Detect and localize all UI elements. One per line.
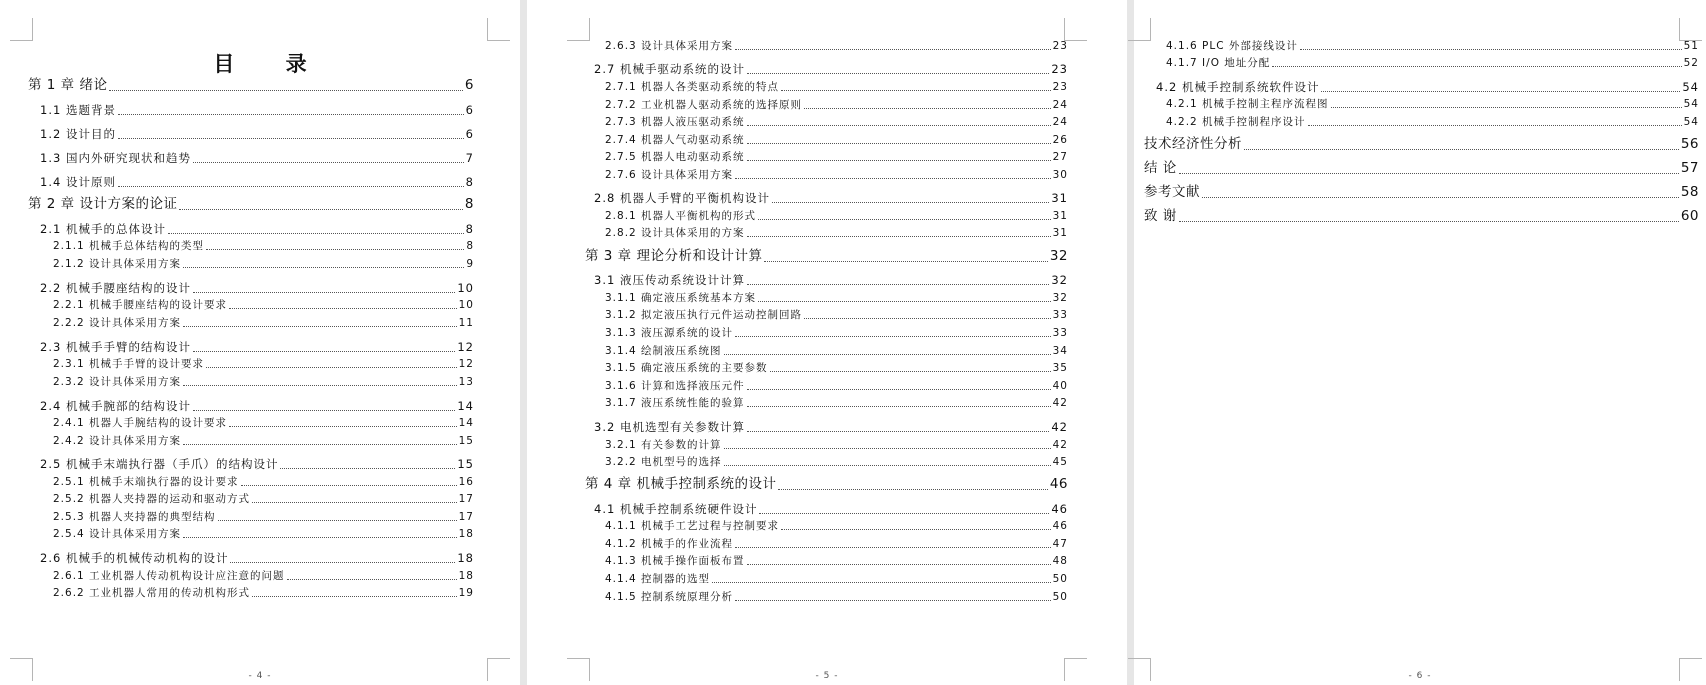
toc-entry-page-number: 42 <box>1051 420 1068 434</box>
dot-leader <box>781 88 1051 91</box>
toc-entry-page-number: 8 <box>464 196 474 212</box>
dot-leader <box>804 316 1051 319</box>
toc-entry-title: 2.8.1 机器人平衡机构的形式 <box>605 210 757 222</box>
toc-entry-page-number: 32 <box>1051 273 1068 287</box>
toc-entry-page-number: 33 <box>1052 327 1068 339</box>
crop-mark-top-left <box>1128 18 1151 41</box>
toc-entry[interactable] <box>28 79 474 93</box>
toc-entry-page-number: 46 <box>1049 476 1068 492</box>
toc-entry[interactable] <box>1166 117 1699 128</box>
toc-entry-page-number: 8 <box>465 222 474 236</box>
toc-entry[interactable] <box>40 153 474 165</box>
toc-entry[interactable] <box>585 478 1068 492</box>
toc-entry-title: 2.5.4 设计具体采用方案 <box>53 528 182 540</box>
toc-entry-title: 1.4 设计原则 <box>40 175 116 189</box>
toc-entry-page-number: 42 <box>1052 397 1068 409</box>
toc-entry[interactable] <box>40 105 474 117</box>
dot-leader <box>747 123 1051 126</box>
dot-leader <box>183 265 464 268</box>
toc-entry-title: 致 谢 <box>1144 208 1177 224</box>
toc-entry-page-number: 54 <box>1682 80 1699 94</box>
dot-leader <box>747 141 1051 144</box>
toc-entry-page-number: 18 <box>457 551 474 565</box>
dot-leader <box>747 387 1051 390</box>
toc-entry-page-number: 32 <box>1052 292 1068 304</box>
toc-entry-title: 4.2.2 机械手控制程序设计 <box>1166 116 1306 128</box>
toc-entry[interactable] <box>53 359 474 370</box>
toc-entry[interactable] <box>605 228 1068 239</box>
toc-entry[interactable] <box>605 381 1068 392</box>
toc-entry-page-number: 23 <box>1051 62 1068 76</box>
toc-entry[interactable] <box>40 224 474 236</box>
dot-leader <box>241 483 457 486</box>
toc-entry[interactable] <box>40 342 474 354</box>
dot-leader <box>252 594 457 597</box>
toc-entry-page-number: 6 <box>464 77 474 93</box>
toc-entry[interactable] <box>40 177 474 189</box>
toc-entry[interactable] <box>1166 41 1699 52</box>
dot-leader <box>735 598 1051 601</box>
dot-leader <box>724 446 1051 449</box>
toc-entry-title: 3.1.5 确定液压系统的主要参数 <box>605 362 768 374</box>
toc-entry-title: 3.2 电机选型有关参数计算 <box>594 420 745 434</box>
dot-leader <box>747 158 1051 161</box>
toc-entry-title: 2.5.2 机器人夹持器的运动和驱动方式 <box>53 493 251 505</box>
toc-entry-page-number: 50 <box>1052 591 1068 603</box>
dot-leader <box>747 562 1051 565</box>
crop-mark-top-left <box>10 18 33 41</box>
toc-entry-title: 3.1.2 拟定液压执行元件运动控制回路 <box>605 309 803 321</box>
toc-entry-page-number: 24 <box>1052 116 1068 128</box>
toc-entry-title: 第 3 章 理论分析和设计计算 <box>585 248 763 264</box>
dot-leader <box>193 160 464 163</box>
toc-entry-title: 结 论 <box>1144 160 1177 176</box>
toc-entry-title: 2.1.1 机械手总体结构的类型 <box>53 240 205 252</box>
toc-entry-title: 3.1 液压传动系统设计计算 <box>594 273 745 287</box>
toc-entry-page-number: 46 <box>1052 520 1068 532</box>
toc-entry[interactable] <box>53 477 474 488</box>
toc-entry-page-number: 24 <box>1052 99 1068 111</box>
toc-entry-title: 3.1.6 计算和选择液压元件 <box>605 380 745 392</box>
toc-entry[interactable] <box>53 318 474 329</box>
toc-entry-title: 3.2.1 有关参数的计算 <box>605 439 722 451</box>
toc-entry-page-number: 42 <box>1052 439 1068 451</box>
toc-entry-title: 4.1.6 PLC 外部接线设计 <box>1166 40 1298 52</box>
toc-entry[interactable] <box>605 152 1068 163</box>
toc-entry-page-number: 26 <box>1052 134 1068 146</box>
toc-entry-title: 2.7.4 机器人气动驱动系统 <box>605 134 745 146</box>
toc-entry-title: 技术经济性分析 <box>1144 136 1242 152</box>
dot-leader <box>735 334 1051 337</box>
toc-entry[interactable] <box>1156 82 1699 94</box>
dot-leader <box>1244 147 1679 150</box>
dot-leader <box>724 352 1051 355</box>
dot-leader <box>1202 195 1679 198</box>
toc-entry-page-number: 6 <box>465 103 474 117</box>
toc-entry[interactable] <box>53 571 474 582</box>
dot-leader <box>118 136 464 139</box>
toc-entry-page-number: 54 <box>1683 116 1699 128</box>
dot-leader <box>230 560 455 563</box>
toc-entry-page-number: 8 <box>466 240 474 252</box>
dot-leader <box>747 429 1049 432</box>
toc-entry-page-number: 31 <box>1052 227 1068 239</box>
toc-entry-title: 2.5.1 机械手末端执行器的设计要求 <box>53 476 239 488</box>
toc-entry-page-number: 10 <box>457 281 474 295</box>
toc-entry[interactable] <box>40 553 474 565</box>
toc-entry-page-number: 40 <box>1052 380 1068 392</box>
dot-leader <box>747 404 1051 407</box>
toc-entry[interactable] <box>53 436 474 447</box>
toc-entry-title: 2.7.3 机器人液压驱动系统 <box>605 116 745 128</box>
toc-entry[interactable] <box>605 82 1068 93</box>
toc-entry[interactable] <box>28 198 474 212</box>
toc-entry-page-number: 56 <box>1680 136 1699 152</box>
toc-entry-title: 4.2.1 机械手控制主程序流程图 <box>1166 98 1329 110</box>
toc-entry-title: 2.3 机械手手臂的结构设计 <box>40 340 191 354</box>
toc-entry-page-number: 7 <box>465 151 474 165</box>
toc-entry-page-number: 13 <box>458 376 474 388</box>
dot-leader <box>280 466 455 469</box>
dot-leader <box>179 207 462 210</box>
toc-entry-page-number: 34 <box>1052 345 1068 357</box>
toc-entry[interactable] <box>605 457 1068 468</box>
dot-leader <box>781 527 1051 530</box>
dot-leader <box>168 231 464 234</box>
toc-entry-page-number: 50 <box>1052 573 1068 585</box>
dot-leader <box>758 299 1051 302</box>
toc-entry-page-number: 17 <box>458 511 474 523</box>
dot-leader <box>1300 47 1682 50</box>
toc-entry-page-number: 10 <box>458 299 474 311</box>
dot-leader <box>118 184 464 187</box>
toc-entry-title: 3.2.2 电机型号的选择 <box>605 456 722 468</box>
toc-entry[interactable] <box>53 300 474 311</box>
toc-entry-title: 3.1.3 液压源系统的设计 <box>605 327 734 339</box>
dot-leader <box>206 247 464 250</box>
toc-entry-page-number: 52 <box>1683 57 1699 69</box>
toc-entry[interactable] <box>1144 162 1699 176</box>
toc-entry-title: 2.3.2 设计具体采用方案 <box>53 376 182 388</box>
toc-entry-title: 2.1 机械手的总体设计 <box>40 222 166 236</box>
toc-entry[interactable] <box>605 170 1068 181</box>
toc-entry-page-number: 8 <box>465 175 474 189</box>
toc-entry-title: 参考文献 <box>1144 184 1200 200</box>
toc-entry-title: 2.2.1 机械手腰座结构的设计要求 <box>53 299 228 311</box>
dot-leader <box>252 500 457 503</box>
dot-leader <box>778 487 1047 490</box>
page-number: - 5 - <box>815 671 839 681</box>
toc-entry-title: 2.6.2 工业机器人常用的传动机构形式 <box>53 587 251 599</box>
toc-entry-page-number: 31 <box>1052 210 1068 222</box>
toc-entry-title: 2.4.2 设计具体采用方案 <box>53 435 182 447</box>
dot-leader <box>759 511 1049 514</box>
toc-entry-title: 2.7 机械手驱动系统的设计 <box>594 62 745 76</box>
toc-entry[interactable] <box>1166 58 1699 69</box>
toc-entry-page-number: 30 <box>1052 169 1068 181</box>
toc-entry-page-number: 23 <box>1052 81 1068 93</box>
toc-entry-title: 2.6 机械手的机械传动机构的设计 <box>40 551 229 565</box>
toc-entry-title: 2.1.2 设计具体采用方案 <box>53 258 182 270</box>
toc-entry[interactable] <box>594 64 1068 76</box>
dot-leader <box>229 306 457 309</box>
toc-entry[interactable] <box>605 100 1068 111</box>
toc-entry[interactable] <box>53 529 474 540</box>
toc-entry-page-number: 31 <box>1051 191 1068 205</box>
toc-entry[interactable] <box>605 363 1068 374</box>
toc-entry-title: 4.1.2 机械手的作业流程 <box>605 538 734 550</box>
toc-entry-page-number: 57 <box>1680 160 1699 176</box>
page-number: - 4 - <box>248 671 272 681</box>
toc-entry-page-number: 15 <box>458 435 474 447</box>
toc-entry-page-number: 60 <box>1680 208 1699 224</box>
dot-leader <box>1321 89 1680 92</box>
document-page-4 <box>0 0 520 685</box>
toc-entry[interactable] <box>53 494 474 505</box>
toc-entry-title: 1.2 设计目的 <box>40 127 116 141</box>
toc-entry[interactable] <box>1144 138 1699 152</box>
toc-entry[interactable] <box>1144 186 1699 200</box>
toc-entry-page-number: 19 <box>458 587 474 599</box>
toc-entry-title: 2.4 机械手腕部的结构设计 <box>40 399 191 413</box>
toc-entry-title: 2.8.2 设计具体采用的方案 <box>605 227 745 239</box>
toc-entry[interactable] <box>605 398 1068 409</box>
toc-entry-title: 4.1.1 机械手工艺过程与控制要求 <box>605 520 780 532</box>
dot-leader <box>772 200 1049 203</box>
toc-entry-title: 4.1.7 I/O 地址分配 <box>1166 57 1271 69</box>
toc-entry-page-number: 18 <box>458 570 474 582</box>
toc-entry-page-number: 12 <box>458 358 474 370</box>
toc-entry[interactable] <box>40 459 474 471</box>
toc-entry[interactable] <box>53 259 474 270</box>
toc-entry-title: 2.7.1 机器人各类驱动系统的特点 <box>605 81 780 93</box>
toc-entry[interactable] <box>585 250 1068 264</box>
dot-leader <box>1179 171 1679 174</box>
dot-leader <box>747 282 1049 285</box>
toc-entry-title: 2.5.3 机器人夹持器的典型结构 <box>53 511 216 523</box>
toc-entry-page-number: 46 <box>1051 502 1068 516</box>
toc-entry[interactable] <box>605 211 1068 222</box>
dot-leader <box>1331 105 1682 108</box>
toc-entry[interactable] <box>605 521 1068 532</box>
dot-leader <box>747 234 1051 237</box>
dot-leader <box>229 424 457 427</box>
toc-entry[interactable] <box>605 328 1068 339</box>
toc-entry[interactable] <box>605 117 1068 128</box>
toc-entry-page-number: 58 <box>1680 184 1699 200</box>
toc-entry[interactable] <box>53 512 474 523</box>
toc-entry-page-number: 47 <box>1052 538 1068 550</box>
dot-leader <box>287 577 457 580</box>
toc-entry-title: 2.5 机械手末端执行器（手爪）的结构设计 <box>40 457 279 471</box>
toc-entry-title: 2.6.1 工业机器人传动机构设计应注意的问题 <box>53 570 285 582</box>
crop-mark-top-right <box>1679 18 1702 41</box>
toc-entry[interactable] <box>605 346 1068 357</box>
toc-entry-title: 2.2.2 设计具体采用方案 <box>53 317 182 329</box>
toc-entry[interactable] <box>605 293 1068 304</box>
toc-entry-title: 4.1.5 控制系统原理分析 <box>605 591 734 603</box>
toc-entry[interactable] <box>594 193 1068 205</box>
toc-entry-title: 第 2 章 设计方案的论证 <box>28 196 178 212</box>
dot-leader <box>770 369 1051 372</box>
toc-entry-title: 1.3 国内外研究现状和趋势 <box>40 151 191 165</box>
toc-entry[interactable] <box>605 440 1068 451</box>
dot-leader <box>183 535 457 538</box>
toc-entry-title: 4.1 机械手控制系统硬件设计 <box>594 502 758 516</box>
crop-mark-top-left <box>567 18 590 41</box>
toc-entry-page-number: 17 <box>458 493 474 505</box>
toc-entry-title: 4.1.4 控制器的选型 <box>605 573 711 585</box>
toc-title: 目 录 <box>213 51 329 76</box>
toc-entry[interactable] <box>605 41 1068 52</box>
toc-entry-title: 3.1.7 液压系统性能的验算 <box>605 397 745 409</box>
toc-entry-title: 2.8 机器人手臂的平衡机构设计 <box>594 191 770 205</box>
toc-entry-title: 2.7.5 机器人电动驱动系统 <box>605 151 745 163</box>
toc-entry[interactable] <box>53 241 474 252</box>
toc-entry[interactable] <box>605 592 1068 603</box>
toc-entry-page-number: 27 <box>1052 151 1068 163</box>
toc-entry-title: 3.1.4 绘制液压系统图 <box>605 345 722 357</box>
toc-entry[interactable] <box>605 574 1068 585</box>
dot-leader <box>804 106 1051 109</box>
toc-entry[interactable] <box>40 129 474 141</box>
toc-entry-title: 1.1 选题背景 <box>40 103 116 117</box>
dot-leader <box>735 545 1051 548</box>
dot-leader <box>183 383 457 386</box>
toc-entry[interactable] <box>1166 99 1699 110</box>
toc-entry-title: 2.7.6 设计具体采用方案 <box>605 169 734 181</box>
toc-entry-page-number: 6 <box>465 127 474 141</box>
toc-entry-page-number: 14 <box>458 417 474 429</box>
toc-entry-page-number: 14 <box>457 399 474 413</box>
dot-leader <box>764 259 1047 262</box>
toc-entry-page-number: 32 <box>1049 248 1068 264</box>
dot-leader <box>735 176 1051 179</box>
toc-entry-title: 4.2 机械手控制系统软件设计 <box>1156 80 1320 94</box>
dot-leader <box>183 324 457 327</box>
page-number: - 6 - <box>1408 671 1432 681</box>
dot-leader <box>183 442 457 445</box>
toc-entry[interactable] <box>605 310 1068 321</box>
toc-entry-page-number: 35 <box>1052 362 1068 374</box>
toc-entry[interactable] <box>594 275 1068 287</box>
toc-entry[interactable] <box>594 504 1068 516</box>
toc-entry[interactable] <box>40 401 474 413</box>
dot-leader <box>724 463 1051 466</box>
toc-entry-title: 2.3.1 机械手手臂的设计要求 <box>53 358 205 370</box>
toc-entry-title: 4.1.3 机械手操作面板布置 <box>605 555 745 567</box>
toc-entry[interactable] <box>53 588 474 599</box>
toc-entry-title: 2.7.2 工业机器人驱动系统的选择原则 <box>605 99 803 111</box>
toc-entry-title: 3.1.1 确定液压系统基本方案 <box>605 292 757 304</box>
dot-leader <box>218 518 457 521</box>
toc-entry-page-number: 11 <box>458 317 474 329</box>
dot-leader <box>193 408 455 411</box>
dot-leader <box>193 290 455 293</box>
dot-leader <box>747 71 1049 74</box>
toc-entry[interactable] <box>594 422 1068 434</box>
toc-entry-title: 第 1 章 绪论 <box>28 77 108 93</box>
toc-entry-page-number: 16 <box>458 476 474 488</box>
crop-mark-top-right <box>487 18 510 41</box>
toc-entry-page-number: 23 <box>1052 40 1068 52</box>
toc-entry[interactable] <box>605 135 1068 146</box>
toc-entry-page-number: 54 <box>1683 98 1699 110</box>
toc-entry-page-number: 51 <box>1683 40 1699 52</box>
document-page-5 <box>527 0 1127 685</box>
toc-entry[interactable] <box>605 539 1068 550</box>
dot-leader <box>1272 64 1681 67</box>
toc-entry-title: 2.4.1 机器人手腕结构的设计要求 <box>53 417 228 429</box>
toc-entry[interactable] <box>53 418 474 429</box>
dot-leader <box>712 580 1051 583</box>
dot-leader <box>758 217 1051 220</box>
toc-entry-page-number: 33 <box>1052 309 1068 321</box>
dot-leader <box>118 112 464 115</box>
toc-entry[interactable] <box>1144 210 1699 224</box>
toc-entry-page-number: 48 <box>1052 555 1068 567</box>
crop-mark-top-right <box>1064 18 1087 41</box>
toc-entry[interactable] <box>53 377 474 388</box>
dot-leader <box>206 365 457 368</box>
document-page-6 <box>1134 0 1706 685</box>
toc-entry-page-number: 45 <box>1052 456 1068 468</box>
dot-leader <box>109 88 462 91</box>
toc-entry-title: 2.6.3 设计具体采用方案 <box>605 40 734 52</box>
dot-leader <box>735 47 1051 50</box>
toc-entry-title: 第 4 章 机械手控制系统的设计 <box>585 476 777 492</box>
toc-entry-page-number: 15 <box>457 457 474 471</box>
toc-entry-title: 2.2 机械手腰座结构的设计 <box>40 281 191 295</box>
toc-entry[interactable] <box>40 283 474 295</box>
toc-entry-page-number: 18 <box>458 528 474 540</box>
toc-entry[interactable] <box>605 556 1068 567</box>
dot-leader <box>1179 219 1679 222</box>
toc-entry-page-number: 12 <box>457 340 474 354</box>
dot-leader <box>193 349 455 352</box>
dot-leader <box>1308 123 1682 126</box>
toc-entry-page-number: 9 <box>466 258 474 270</box>
